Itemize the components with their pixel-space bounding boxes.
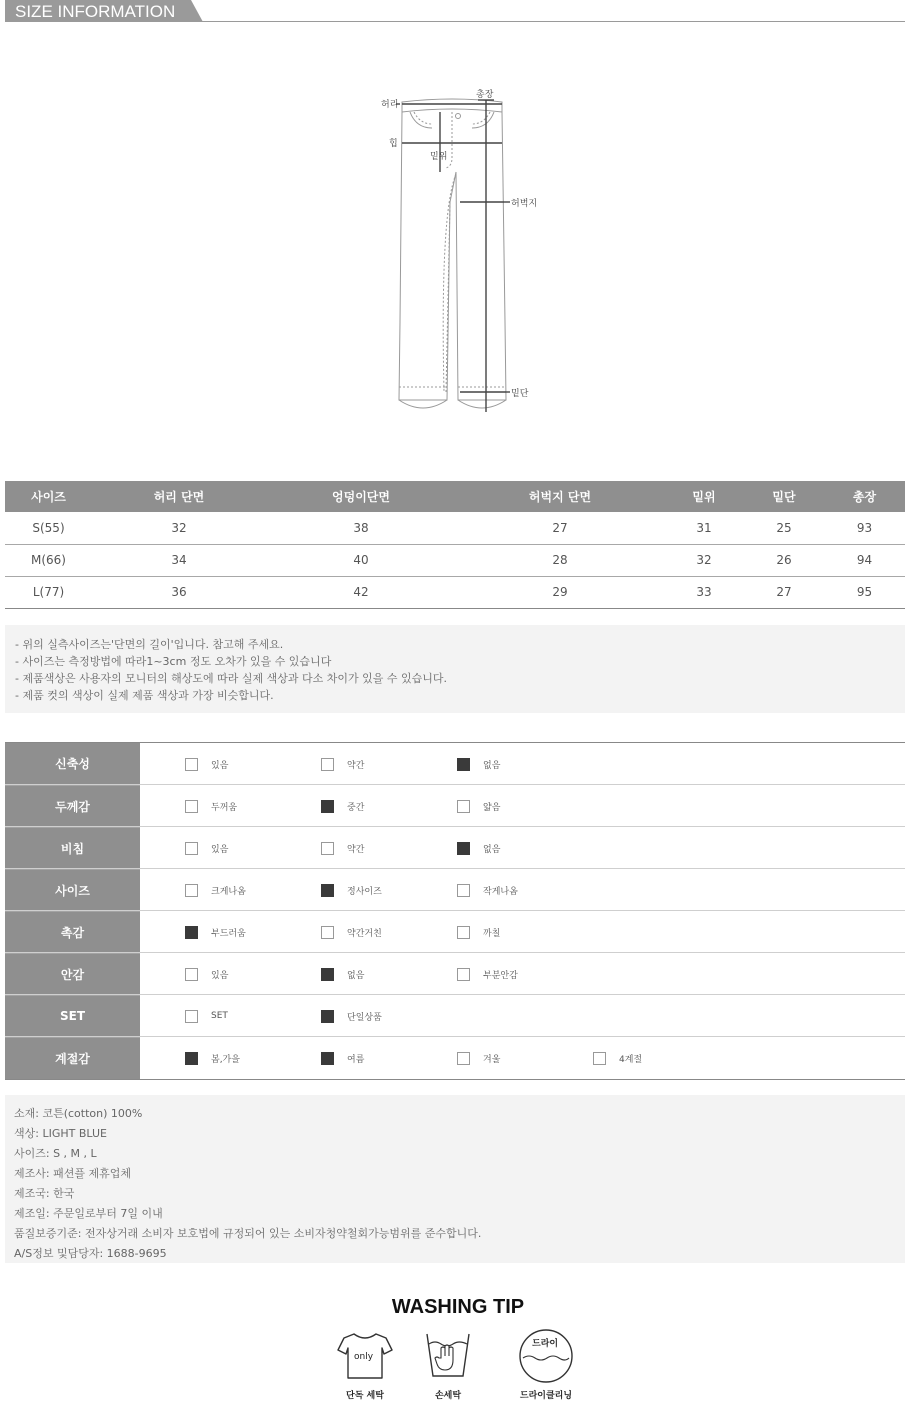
- option-label: 두꺼움: [211, 802, 238, 813]
- table-cell: 93: [824, 512, 905, 544]
- attribute-option: [321, 799, 364, 813]
- label-length: 총장: [476, 90, 494, 100]
- option-label: 부분안감: [483, 970, 518, 981]
- hand-wash-icon: [413, 1328, 483, 1386]
- attribute-option: [185, 1009, 228, 1023]
- table-cell: 31: [664, 512, 744, 544]
- table-cell: 29: [456, 576, 664, 608]
- checked-box-icon: [321, 1010, 334, 1023]
- attribute-row: [5, 785, 905, 827]
- attribute-label: SET: [5, 995, 140, 1036]
- wash-item-dry: [511, 1328, 581, 1408]
- note-line: - 사이즈는 측정방법에 따라1~3cm 정도 오차가 있을 수 있습니다: [15, 655, 332, 668]
- attribute-option: [185, 967, 228, 981]
- checked-box-icon: [321, 800, 334, 813]
- table-cell: 28: [456, 544, 664, 576]
- info-line: 품질보증기준: 전자상거래 소비자 보호법에 규정되어 있는 소비자청약철회가능범위를 준수합니다.: [14, 1227, 482, 1240]
- col-header: 사이즈: [5, 481, 92, 512]
- col-header: 밑단: [744, 481, 824, 512]
- option-label: SET: [211, 1011, 228, 1021]
- pants-measurement-diagram: [370, 82, 550, 422]
- option-label: 4계절: [619, 1054, 643, 1065]
- table-cell: 95: [824, 576, 905, 608]
- option-label: 얇음: [483, 802, 501, 813]
- only-badge: only: [354, 1352, 374, 1362]
- table-cell: 34: [92, 544, 266, 576]
- wash-caption: 손세탁: [434, 1391, 462, 1401]
- attribute-label: 계절감: [5, 1037, 140, 1079]
- table-cell: 33: [664, 576, 744, 608]
- option-label: 정사이즈: [347, 886, 382, 897]
- note-line: - 제품 컷의 색상이 실제 제품 색상과 가장 비슷합니다.: [15, 689, 274, 702]
- label-thigh: 허벅지: [511, 199, 538, 209]
- attribute-label: 두께감: [5, 785, 140, 826]
- unchecked-box-icon: [457, 884, 470, 897]
- info-line: 제조일: 주문일로부터 7일 이내: [14, 1207, 163, 1220]
- info-line: A/S정보 및담당자: 1688-9695: [14, 1247, 167, 1260]
- wash-item-hand: [413, 1328, 483, 1408]
- wash-caption: 드라이클리닝: [519, 1391, 573, 1401]
- unchecked-box-icon: [593, 1052, 606, 1065]
- section-header: [5, 0, 905, 22]
- attribute-label: 비침: [5, 827, 140, 868]
- col-header: 허리 단면: [92, 481, 266, 512]
- col-header: 총장: [824, 481, 905, 512]
- col-header: 허벅지 단면: [456, 481, 664, 512]
- table-cell: 32: [92, 512, 266, 544]
- attribute-row: [5, 869, 905, 911]
- option-label: 작게나옴: [483, 886, 518, 897]
- option-label: 약간: [347, 760, 365, 771]
- attribute-row: [5, 953, 905, 995]
- option-label: 겨울: [483, 1054, 501, 1065]
- option-label: 있음: [211, 760, 229, 771]
- attribute-option: [457, 757, 500, 771]
- option-label: 없음: [483, 844, 501, 855]
- unchecked-box-icon: [321, 842, 334, 855]
- info-line: 제조사: 패션플 제휴업체: [14, 1167, 131, 1180]
- attribute-option: [185, 757, 228, 771]
- attribute-option: [321, 883, 382, 897]
- attribute-option: [457, 883, 518, 897]
- table-cell: S(55): [5, 512, 92, 544]
- attribute-option: [457, 925, 500, 939]
- label-hip: 힙: [389, 139, 398, 149]
- checked-box-icon: [321, 968, 334, 981]
- product-info: [5, 1095, 905, 1263]
- attribute-option: [185, 799, 237, 813]
- unchecked-box-icon: [185, 800, 198, 813]
- note-line: - 위의 실측사이즈는'단면의 길이'입니다. 참고해 주세요.: [15, 638, 284, 651]
- info-line: 색상: LIGHT BLUE: [14, 1127, 107, 1140]
- option-label: 없음: [347, 970, 365, 981]
- attribute-option: [457, 841, 500, 855]
- attribute-row: [5, 827, 905, 869]
- unchecked-box-icon: [457, 1052, 470, 1065]
- attribute-row: [5, 1037, 905, 1079]
- table-cell: M(66): [5, 544, 92, 576]
- attribute-option: [321, 1009, 382, 1023]
- unchecked-box-icon: [321, 758, 334, 771]
- wash-caption: 단독 세탁: [346, 1391, 384, 1401]
- unchecked-box-icon: [185, 1010, 198, 1023]
- option-label: 단일상품: [347, 1012, 382, 1023]
- attribute-row: [5, 995, 905, 1037]
- option-label: 크게나옴: [211, 886, 246, 897]
- option-label: 까칠: [483, 928, 501, 939]
- unchecked-box-icon: [185, 884, 198, 897]
- checked-box-icon: [185, 1052, 198, 1065]
- table-row: [5, 544, 905, 576]
- attribute-option: [457, 799, 500, 813]
- table-cell: 94: [824, 544, 905, 576]
- checked-box-icon: [321, 884, 334, 897]
- table-cell: 25: [744, 512, 824, 544]
- option-label: 없음: [483, 760, 501, 771]
- attribute-option: [321, 841, 364, 855]
- col-header: 엉덩이단면: [266, 481, 456, 512]
- checked-box-icon: [457, 758, 470, 771]
- checked-box-icon: [457, 842, 470, 855]
- table-cell: 26: [744, 544, 824, 576]
- size-notes: [5, 625, 905, 713]
- table-cell: 38: [266, 512, 456, 544]
- table-cell: 32: [664, 544, 744, 576]
- fabric-attribute-table: [5, 742, 905, 1080]
- table-cell: 40: [266, 544, 456, 576]
- washing-tip-title: WASHING TIP: [391, 1296, 525, 1318]
- header-title: SIZE INFORMATION: [15, 2, 176, 21]
- col-header: 밑위: [664, 481, 744, 512]
- attribute-option: [185, 1051, 240, 1065]
- label-hem: 밑단: [511, 389, 529, 399]
- unchecked-box-icon: [185, 842, 198, 855]
- attribute-row: [5, 743, 905, 785]
- attribute-label: 신축성: [5, 743, 140, 784]
- wash-item-solo: [330, 1328, 400, 1408]
- attribute-option: [321, 967, 364, 981]
- option-label: 여름: [347, 1054, 365, 1065]
- unchecked-box-icon: [185, 968, 198, 981]
- info-line: 제조국: 한국: [14, 1187, 75, 1200]
- pants-outline-icon: [370, 82, 550, 422]
- option-label: 중간: [347, 802, 365, 813]
- attribute-option: [185, 925, 246, 939]
- attribute-option: [321, 925, 382, 939]
- unchecked-box-icon: [321, 926, 334, 939]
- attribute-row: [5, 911, 905, 953]
- attribute-option: [457, 967, 518, 981]
- option-label: 있음: [211, 970, 229, 981]
- label-rise: 밑위: [430, 152, 448, 162]
- info-line: 사이즈: S , M , L: [14, 1147, 97, 1160]
- attribute-option: [185, 841, 228, 855]
- table-cell: L(77): [5, 576, 92, 608]
- header-divider: [5, 21, 905, 22]
- checked-box-icon: [321, 1052, 334, 1065]
- unchecked-box-icon: [457, 800, 470, 813]
- option-label: 약간거친: [347, 928, 382, 939]
- option-label: 약간: [347, 844, 365, 855]
- attribute-option: [321, 1051, 364, 1065]
- table-cell: 42: [266, 576, 456, 608]
- unchecked-box-icon: [185, 758, 198, 771]
- table-cell: 36: [92, 576, 266, 608]
- unchecked-box-icon: [457, 968, 470, 981]
- unchecked-box-icon: [457, 926, 470, 939]
- info-line: 소재: 코튼(cotton) 100%: [14, 1107, 143, 1120]
- attribute-option: [457, 1051, 500, 1065]
- option-label: 봄,가을: [211, 1054, 240, 1065]
- table-row: [5, 576, 905, 608]
- checked-box-icon: [185, 926, 198, 939]
- label-waist: 허리: [381, 100, 399, 110]
- table-cell: 27: [744, 576, 824, 608]
- attribute-option: [185, 883, 246, 897]
- attribute-label: 촉감: [5, 911, 140, 952]
- table-row: [5, 512, 905, 544]
- table-cell: 27: [456, 512, 664, 544]
- attribute-option: [593, 1051, 642, 1065]
- attribute-label: 사이즈: [5, 869, 140, 910]
- option-label: 부드러움: [211, 928, 246, 939]
- size-table: [5, 481, 905, 609]
- attribute-label: 안감: [5, 953, 140, 994]
- option-label: 있음: [211, 844, 229, 855]
- size-table-header: [5, 481, 905, 512]
- dry-badge: 드라이: [532, 1339, 559, 1349]
- note-line: - 제품색상은 사용자의 모니터의 해상도에 따라 실제 색상과 다소 차이가 있을 수 있습니다.: [15, 672, 447, 685]
- attribute-option: [321, 757, 364, 771]
